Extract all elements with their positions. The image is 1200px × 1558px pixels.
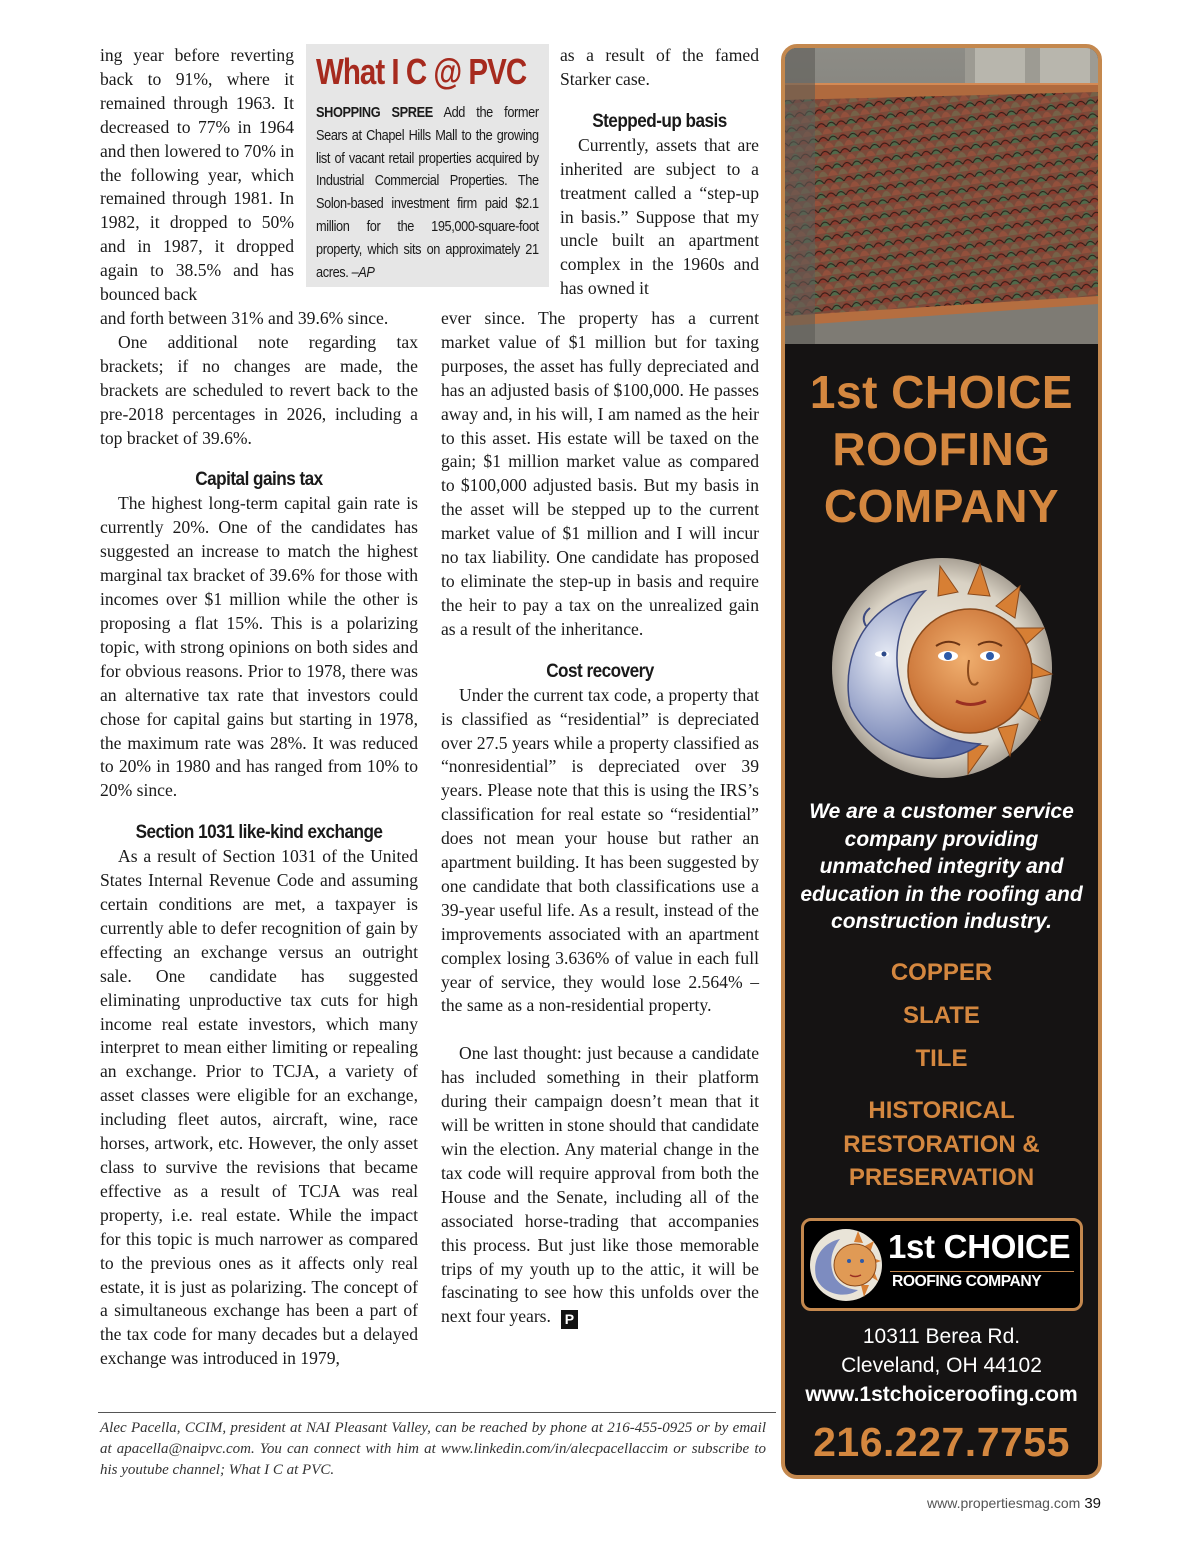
- ad-headline: [785, 364, 1098, 535]
- ad-phone-number[interactable]: 216.227.7755: [813, 1419, 1070, 1465]
- sidebar-body: [316, 102, 539, 284]
- restoration-line-3: PRESERVATION: [848, 1164, 1035, 1191]
- logo-title: 1st CHOICE: [888, 1228, 1071, 1265]
- company-logo: [801, 1218, 1083, 1311]
- paragraph-section-1031: As a result of Section 1031 of the United States Internal Revenue Code and assuming certain conditions are met, a taxpayer is currently able to defer recognition of gain by effecting an exchange versus an outright sale. One candidate has suggested eliminating unproductive tax cuts for high income real estate investors, which many interpret to mean either limiting or repealing an exchange. Prior to TCJA, a variety of asset classes were eligible for an exchange, including fleet autos, aircraft, wine, race horses, artwork, etc. However, the only asset class to survive the revisions that became effective as a result of TCJA was real property, i.e. real estate. While the impact for this topic is much narrower as compared to the previous ones as it affects only real estate, it is just as polarizing. The concept of a simultaneous exchange has been a part of the tax code for many decades but a delayed exchange was introduced in 1979,: [100, 846, 418, 1369]
- ad-address-street: 10311 Berea Rd.: [862, 1325, 1021, 1348]
- service-copper: COPPER: [890, 959, 993, 986]
- service-tile: TILE: [915, 1045, 968, 1072]
- logo-subtitle: ROOFING COMPANY: [892, 1273, 1042, 1290]
- page-number: 39: [1084, 1495, 1101, 1512]
- paragraph-stepped-up-basis-end: ever since. The property has a current market value of $1 million but for taxing purposes, the asset has fully depreciated and has an adjusted basis of $100,000. He passes away and, in his will, I am named as the heir to this asset. His estate will be taxed on the gain; $1 million market value as compared to $100,000 adjusted basis. But my basis in the asset will be stepped up to the current market value of $1 million and I will incur no tax liability. One candidate has proposed to eliminate the step-up in basis and require the heir to pay a tax on the unrealized gain as a result of the inheritance.: [441, 308, 759, 639]
- column-2: [441, 307, 759, 1329]
- ad-address-city: Cleveland, OH 44102: [841, 1353, 1042, 1377]
- heading-capital-gains: Capital gains tax: [195, 468, 323, 491]
- heading-cost-recovery: Cost recovery: [546, 659, 654, 682]
- logo-sun-moon-icon: [808, 1227, 884, 1303]
- tile-roof-photo: [785, 48, 1098, 344]
- paragraph-tax-brackets: One additional note regarding tax brackets; if no changes are made, the brackets are scheduled to revert back to the pre-2018 percentages in 2026, including a top bracket of 39.6%.: [100, 331, 418, 448]
- last-thought-text: One last thought: just because a candidate has included something in their platform during their campaign doesn’t mean that it will be written in stone should that candidate win the election. Any material change in the tax code will require approval from both the House and the Senate, including all of the associated horse-trading that accompanies this process. But just like those memorable trips of my youth up to the attic, it will be fascinating to see how this unfolds over the next four years.: [441, 1043, 759, 1327]
- paragraph-last-thought: [441, 1042, 759, 1329]
- column-1: [100, 307, 418, 1371]
- bio-divider: [98, 1412, 776, 1413]
- footer-site: www.propertiesmag.com: [927, 1495, 1081, 1511]
- author-bio: Alec Pacella, CCIM, president at NAI Pleasant Valley, can be reached by phone at 216-455-0925 or by email at apacella@naipvc.com. You can connect with him at www.linkedin.com/in/alecpacellaccim or subscribe to his youtube channel; What I C at PVC.: [100, 1420, 766, 1478]
- what-i-c-sidebar: [306, 44, 549, 287]
- paragraph-stepped-up-basis-start: Currently, assets that are inherited are subject to a treatment called a “step-up in basis.” Suppose that my uncle built an apartment complex in the 1960s and has owned it: [560, 134, 759, 299]
- sidebar-title: What I C @ PVC: [316, 51, 527, 92]
- column-1-lead-continued: and forth between 31% and 39.6% since.: [100, 308, 389, 328]
- heading-section-1031: Section 1031 like-kind exchange: [135, 821, 383, 844]
- column-1-lead: ing year before reverting back to 91%, where it remained through 1963. It decreased to 77% in 1964 and then lowered to 70% in the following year, which remained through 1981. In 1982, it dropped to 50% and in 1987, it dropped again to 38.5% and has bounced back: [100, 45, 294, 305]
- page-footer: [927, 1495, 1101, 1512]
- heading-stepped-up-basis: Stepped-up basis: [592, 109, 727, 132]
- sidebar-credit: –AP: [351, 263, 375, 281]
- sidebar-kicker: SHOPPING SPREE: [316, 104, 433, 121]
- tile-roof-illustration: [785, 48, 1098, 344]
- paragraph-capital-gains: The highest long-term capital gain rate is currently 20%. One of the candidates has suggested an increase to match the highest marginal tax bracket of 39.6% for those with incomes over $1 million while the other is proposing a flat 15%. This is a polarizing topic, with strong opinions on both sides and for obvious reasons. Prior to 1978, there was an alternative tax rate that investors could chose for capital gains but starting in 1978, the maximum rate was 28%. It was reduced to 20% in 1980 and has ranged from 10% to 20% since.: [100, 493, 418, 801]
- column-1-top: [100, 44, 294, 307]
- end-of-article-mark: P: [561, 1310, 578, 1329]
- ad-headline-line-1: 1st CHOICE: [809, 366, 1074, 418]
- paragraph-cost-recovery: Under the current tax code, a property that is classified as “residential” is depreciated over 27.5 years while a property classified as “nonresidential” is depreciated over 39 years. Please note that this is using the IRS’s classification for real estate so “residential” does not mean your house but rather an apartment building. It has been suggested by one candidate that both classifications use a 39-year useful life. As a result, instead of the improvements associated with an apartment complex losing 3.636% of value in each full year of service, they would lose 2.564% – the same as a non-residential property.: [441, 684, 759, 1016]
- ad-headline-line-2: ROOFING: [832, 423, 1051, 475]
- ad-address: [785, 1323, 1098, 1380]
- roofing-advertisement[interactable]: [781, 44, 1102, 1479]
- restoration-line-2: RESTORATION &: [843, 1131, 1040, 1158]
- ad-tagline: We are a customer service company providing unmatched integrity and education in the roofing and construction industry.: [800, 800, 1083, 933]
- ad-headline-line-3: COMPANY: [823, 480, 1060, 532]
- ad-website-link[interactable]: www.1stchoiceroofing.com: [805, 1383, 1078, 1406]
- column-2-lead: as a result of the famed Starker case.: [560, 45, 759, 89]
- service-slate: SLATE: [903, 1002, 980, 1029]
- column-2-top: [560, 44, 759, 301]
- sun-moon-emblem: [830, 556, 1055, 781]
- restoration-line-1: HISTORICAL: [868, 1097, 1015, 1124]
- sidebar-text: Add the former Sears at Chapel Hills Mall to the growing list of vacant retail properties acquired by Industrial Commercial Properties. The Solon-based investment firm paid $2.1 million for the 195,000-square-foot property, which sits on approximately 21 acres.: [316, 104, 539, 281]
